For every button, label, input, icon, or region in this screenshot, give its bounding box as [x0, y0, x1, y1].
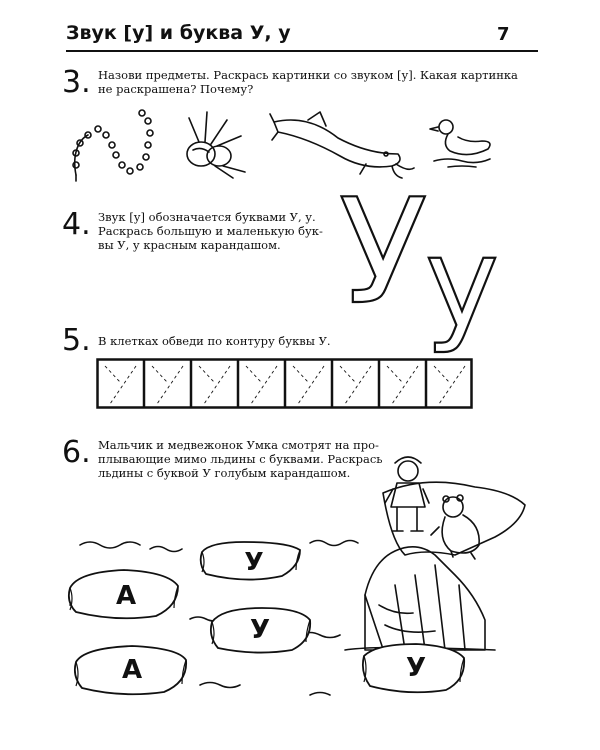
ice-floe-letter: А — [121, 655, 143, 685]
task-5-text: В клетках обведи по контуру буквы У. — [98, 334, 331, 348]
ice-floe-letter: У — [249, 615, 271, 645]
ice-floe[interactable] — [70, 642, 192, 700]
big-letter-upper: У — [339, 168, 428, 337]
header-divider — [66, 50, 538, 52]
ice-floe-letter: У — [244, 547, 264, 576]
task-4-line-1: Звук [у] обозначается буквами У, у. — [98, 210, 316, 224]
outlined-letters — [335, 168, 535, 356]
page-number: 7 — [497, 24, 510, 45]
beads-picture — [68, 105, 178, 185]
ice-floe-letter: У — [405, 653, 427, 683]
ice-floe[interactable] — [358, 640, 470, 700]
task-4-line-2: Раскрась большую и маленькую бук- — [98, 224, 323, 238]
task-6-line-2: плывающие мимо льдины с буквами. Раскрась — [98, 452, 383, 466]
task-4-line-3: вы У, у красным карандашом. — [98, 238, 281, 252]
duck-picture — [428, 115, 508, 175]
onion-picture — [175, 110, 255, 180]
task-6-number: 6. — [62, 435, 91, 470]
task-6-line-3: льдины с буквой У голубым карандашом. — [98, 466, 351, 480]
task-3-line-1: Назови предметы. Раскрась картинки со звуком [у]. Какая картинка — [98, 68, 518, 82]
tracing-grid — [96, 358, 541, 410]
page-title: Звук [у] и буква У, у — [66, 22, 291, 44]
big-letter-lower: у — [425, 211, 499, 356]
ice-floe[interactable] — [206, 604, 316, 660]
task-3-line-2: не раскрашена? Почему? — [98, 82, 254, 96]
task-5-number: 5. — [62, 323, 91, 358]
task-4-text — [98, 210, 338, 252]
task-6-line-1: Мальчик и медвежонок Умка смотрят на про- — [98, 438, 379, 452]
ice-floe[interactable] — [196, 538, 306, 588]
task-3-number: 3. — [62, 65, 91, 100]
task-3-text — [98, 68, 538, 96]
task-4-number: 4. — [62, 207, 91, 242]
ice-floe-letter: А — [115, 581, 137, 611]
ice-floe[interactable] — [64, 566, 184, 624]
